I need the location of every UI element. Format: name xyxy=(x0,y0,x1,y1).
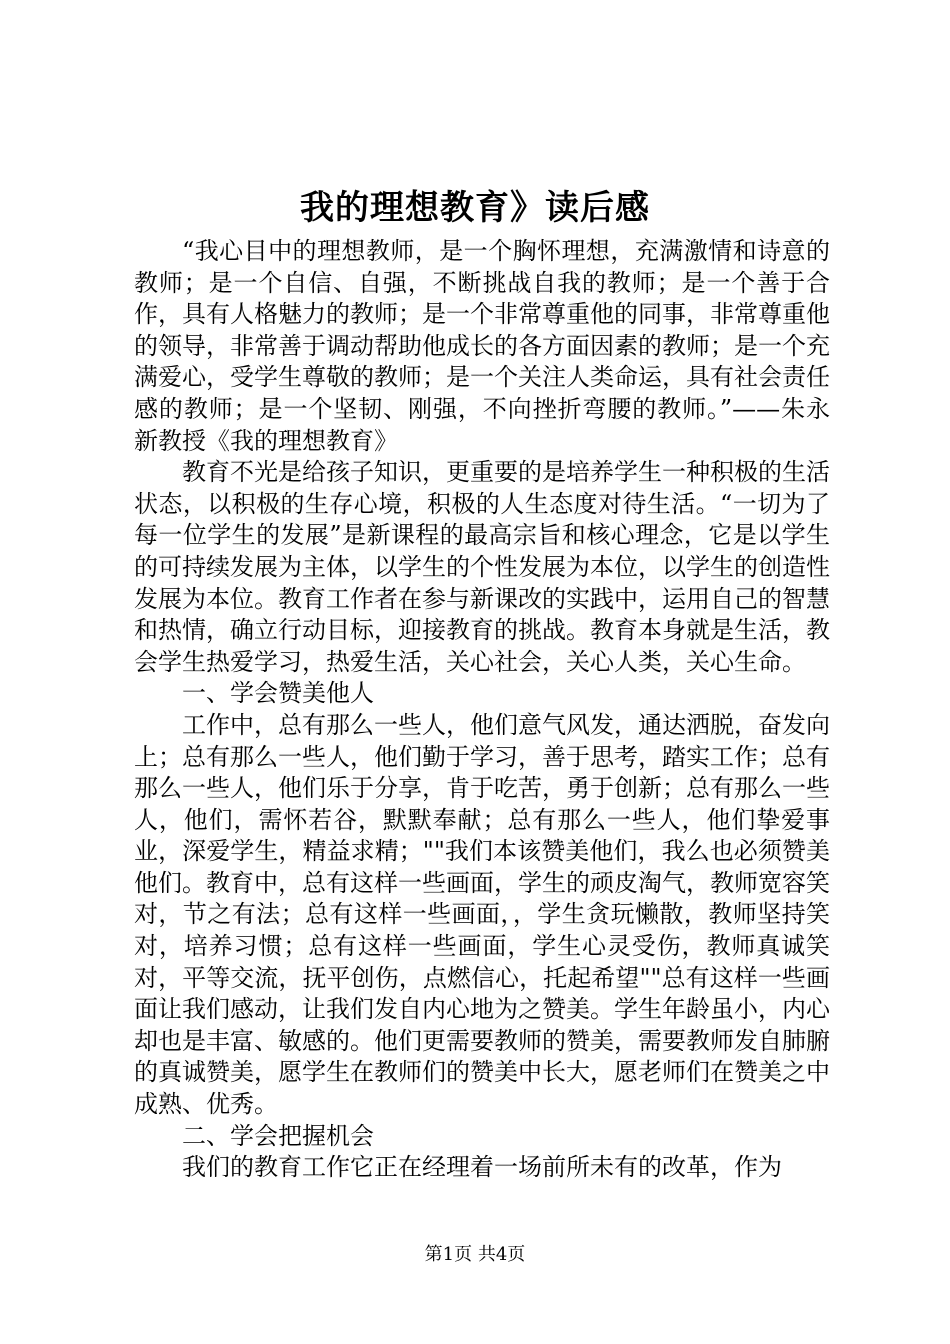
paragraph-quote: “我心目中的理想教师，是一个胸怀理想，充满激情和诗意的教师；是一个自信、自强，不断挑战自我的教师；是一个善于合作，具有人格魅力的教师；是一个非常尊重他的同事，非常尊重他的领导，非常善于调动帮助他成长的各方面因素的教师；是一个充满爱心，受学生尊敬的教师；是一个关注人类命运，具有社会责任感的教师；是一个坚韧、刚强，不向挫折弯腰的教师。”——朱永新教授《我的理想教育》 xyxy=(134,237,830,455)
section-heading-praise: 一、学会赞美他人 xyxy=(182,679,374,708)
document-body xyxy=(134,236,830,1184)
paragraph-praise: 工作中，总有那么一些人，他们意气风发，通达洒脱，奋发向上；总有那么一些人，他们勤于学习，善于思考，踏实工作；总有那么一些人，他们乐于分享，肯于吃苦，勇于创新；总有那么一些人，他们，需怀若谷，默默奉献；总有那么一些人，他们挚爱事业，深爱学生，精益求精；""我们本该赞美他们，我么也必须赞美他们。教育中，总有这样一些画面，学生的顽皮淘气，教师宽容笑对，节之有法；总有这样一些画面，，学生贪玩懒散，教师坚持笑对，培养习惯；总有这样一些画面，学生心灵受伤，教师真诚笑对，平等交流，抚平创伤，点燃信心，托起希望""总有这样一些画面让我们感动，让我们发自内心地为之赞美。学生年龄虽小，内心却也是丰富、敏感的。他们更需要教师的赞美，需要教师发自肺腑的真诚赞美，愿学生在教师们的赞美中长大，愿老师们在赞美之中成熟、优秀。 xyxy=(134,710,830,1119)
document-title: 我的理想教育》读后感 xyxy=(300,188,650,228)
page-footer: 第1页 共4页 xyxy=(424,1244,526,1265)
section-heading-opportunity: 二、学会把握机会 xyxy=(182,1121,374,1150)
paragraph-intro: 教育不光是给孩子知识，更重要的是培养学生一种积极的生活状态，以积极的生存心境，积极的人生态度对待生活。“一切为了每一位学生的发展”是新课程的最高宗旨和核心理念，它是以学生的可持续发展为主体，以学生的个性发展为本位，以学生的创造性发展为本位。教育工作者在参与新课改的实践中，运用自己的智慧和热情，确立行动目标，迎接教育的挑战。教育本身就是生活，教会学生热爱学习，热爱生活，关心社会，关心人类，关心生命。 xyxy=(134,458,830,676)
paragraph-opportunity: 我们的教育工作它正在经理着一场前所未有的改革，作为 xyxy=(182,1153,782,1182)
